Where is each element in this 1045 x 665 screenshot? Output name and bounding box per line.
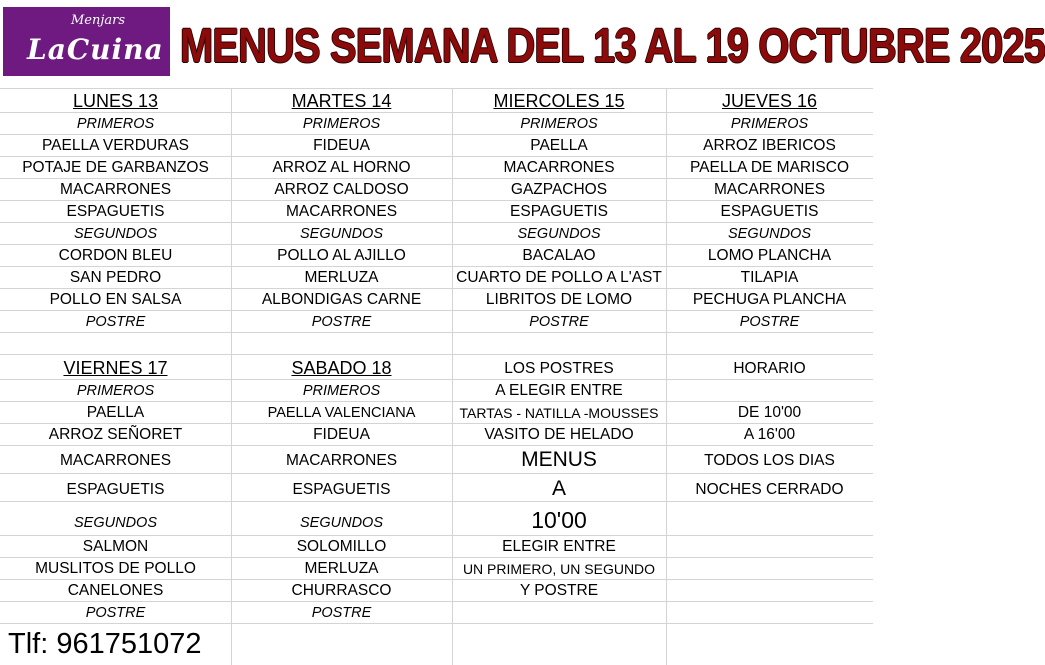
menu-item: ESPAGUETIS [66, 203, 165, 220]
menu-item: ESPAGUETIS [66, 481, 165, 498]
section-label-primeros: PRIMEROS [520, 116, 598, 132]
section-label-segundos: SEGUNDOS [74, 226, 157, 242]
menu-item: PAELLA [86, 404, 145, 421]
menu-item: FIDEUA [313, 137, 370, 154]
section-label-primeros: PRIMEROS [302, 116, 381, 132]
section-label-primeros: PRIMEROS [302, 383, 381, 399]
menu-item: ARROZ CALDOSO [274, 181, 409, 198]
section-label-primeros: PRIMEROS [730, 116, 809, 132]
menu-item: ALBONDIGAS CARNE [261, 291, 422, 308]
menu-item: CANELONES [67, 582, 164, 599]
horario-to: A 16'00 [743, 426, 796, 443]
row-divider [0, 473, 873, 474]
menus-a: A [551, 477, 566, 500]
menu-item: PAELLA VERDURAS [41, 137, 190, 154]
menu-item: TILAPIA [740, 269, 799, 286]
menu-item: CUARTO DE POLLO A L'AST [456, 269, 662, 286]
menu-item: MACARRONES [59, 452, 172, 469]
section-label-segundos: SEGUNDOS [517, 226, 601, 242]
section-label-segundos: SEGUNDOS [300, 515, 383, 531]
menu-item: ARROZ IBERICOS [703, 137, 836, 154]
menu-item: SOLOMILLO [296, 538, 387, 555]
menu-item: BACALAO [522, 247, 596, 264]
phone-number: Tlf: 961751072 [8, 628, 202, 660]
section-label-segundos: SEGUNDOS [300, 226, 383, 242]
postres-line: TARTAS - NATILLA -MOUSSES [459, 405, 659, 421]
menu-item: SALMON [82, 538, 149, 555]
day-heading-martes: MARTES 14 [291, 91, 392, 111]
menu-item: FIDEUA [313, 426, 370, 443]
day-heading-jueves: JUEVES 16 [721, 91, 818, 111]
horario-nights: NOCHES CERRADO [695, 481, 844, 498]
section-label-postre: POSTRE [85, 605, 146, 621]
menu-item: PAELLA DE MARISCO [689, 159, 850, 176]
section-label-postre: POSTRE [85, 314, 146, 330]
horario-title: HORARIO [733, 360, 806, 377]
horario-days: TODOS LOS DIAS [704, 452, 835, 469]
menu-item: POTAJE DE GARBANZOS [22, 159, 209, 176]
day-heading-viernes: VIERNES 17 [63, 358, 168, 378]
menu-item: ESPAGUETIS [720, 203, 819, 220]
section-label-primeros: PRIMEROS [76, 383, 155, 399]
day-heading-sabado: SABADO 18 [291, 358, 392, 378]
page-title: MENUS SEMANA DEL 13 AL 19 OCTUBRE 2025 [180, 20, 1045, 73]
menu-item: MERLUZA [304, 269, 379, 286]
section-label-segundos: SEGUNDOS [728, 226, 811, 242]
menu-choice-line: Y POSTRE [519, 582, 599, 599]
menu-item: MUSLITOS DE POLLO [35, 560, 196, 577]
menu-item: CORDON BLEU [58, 247, 173, 264]
menu-item: SAN PEDRO [69, 269, 162, 286]
logo-subtitle: Menjars [71, 13, 126, 28]
menu-item: ESPAGUETIS [292, 481, 391, 498]
menu-item: POLLO AL AJILLO [277, 247, 406, 264]
section-label-primeros: PRIMEROS [76, 116, 155, 132]
menu-item: MACARRONES [285, 452, 398, 469]
section-label-postre: POSTRE [311, 605, 372, 621]
section-label-postre: POSTRE [529, 314, 589, 330]
lacuina-logo [3, 7, 170, 76]
menu-choice-line: UN PRIMERO, UN SEGUNDO [462, 561, 656, 577]
row-divider [0, 354, 873, 355]
menu-item: GAZPACHOS [510, 181, 608, 198]
menu-price: 10'00 [531, 507, 587, 533]
row-divider [0, 88, 873, 89]
section-label-postre: POSTRE [311, 314, 372, 330]
logo-brand: LaCuina [27, 33, 164, 66]
menu-item: MERLUZA [304, 560, 379, 577]
menu-item: LIBRITOS DE LOMO [485, 291, 633, 308]
postres-line: A ELEGIR ENTRE [495, 382, 623, 399]
horario-from: DE 10'00 [737, 404, 802, 421]
menus-heading: MENUS [521, 448, 597, 471]
menu-item: ARROZ AL HORNO [272, 159, 411, 176]
menu-item: PAELLA [530, 137, 588, 154]
menu-item: CHURRASCO [291, 582, 392, 599]
section-label-segundos: SEGUNDOS [74, 515, 157, 531]
menu-item: PECHUGA PLANCHA [692, 291, 847, 308]
menu-item: POLLO EN SALSA [49, 291, 182, 308]
menu-item: LOMO PLANCHA [707, 247, 832, 264]
menu-item: MACARRONES [59, 181, 172, 198]
menu-choice-line: ELEGIR ENTRE [502, 538, 616, 555]
row-divider [0, 501, 873, 502]
menu-item: MACARRONES [503, 159, 615, 176]
menu-item: PAELLA VALENCIANA [267, 405, 416, 421]
menu-item: ARROZ SEÑORET [48, 426, 183, 443]
postres-line: VASITO DE HELADO [484, 426, 634, 443]
menu-item: MACARRONES [285, 203, 398, 220]
section-label-postre: POSTRE [739, 314, 800, 330]
day-heading-lunes: LUNES 13 [72, 91, 159, 111]
menu-item: MACARRONES [713, 181, 826, 198]
menu-item: ESPAGUETIS [510, 203, 608, 220]
postres-line: LOS POSTRES [504, 360, 614, 377]
day-heading-miercoles: MIERCOLES 15 [493, 91, 625, 111]
